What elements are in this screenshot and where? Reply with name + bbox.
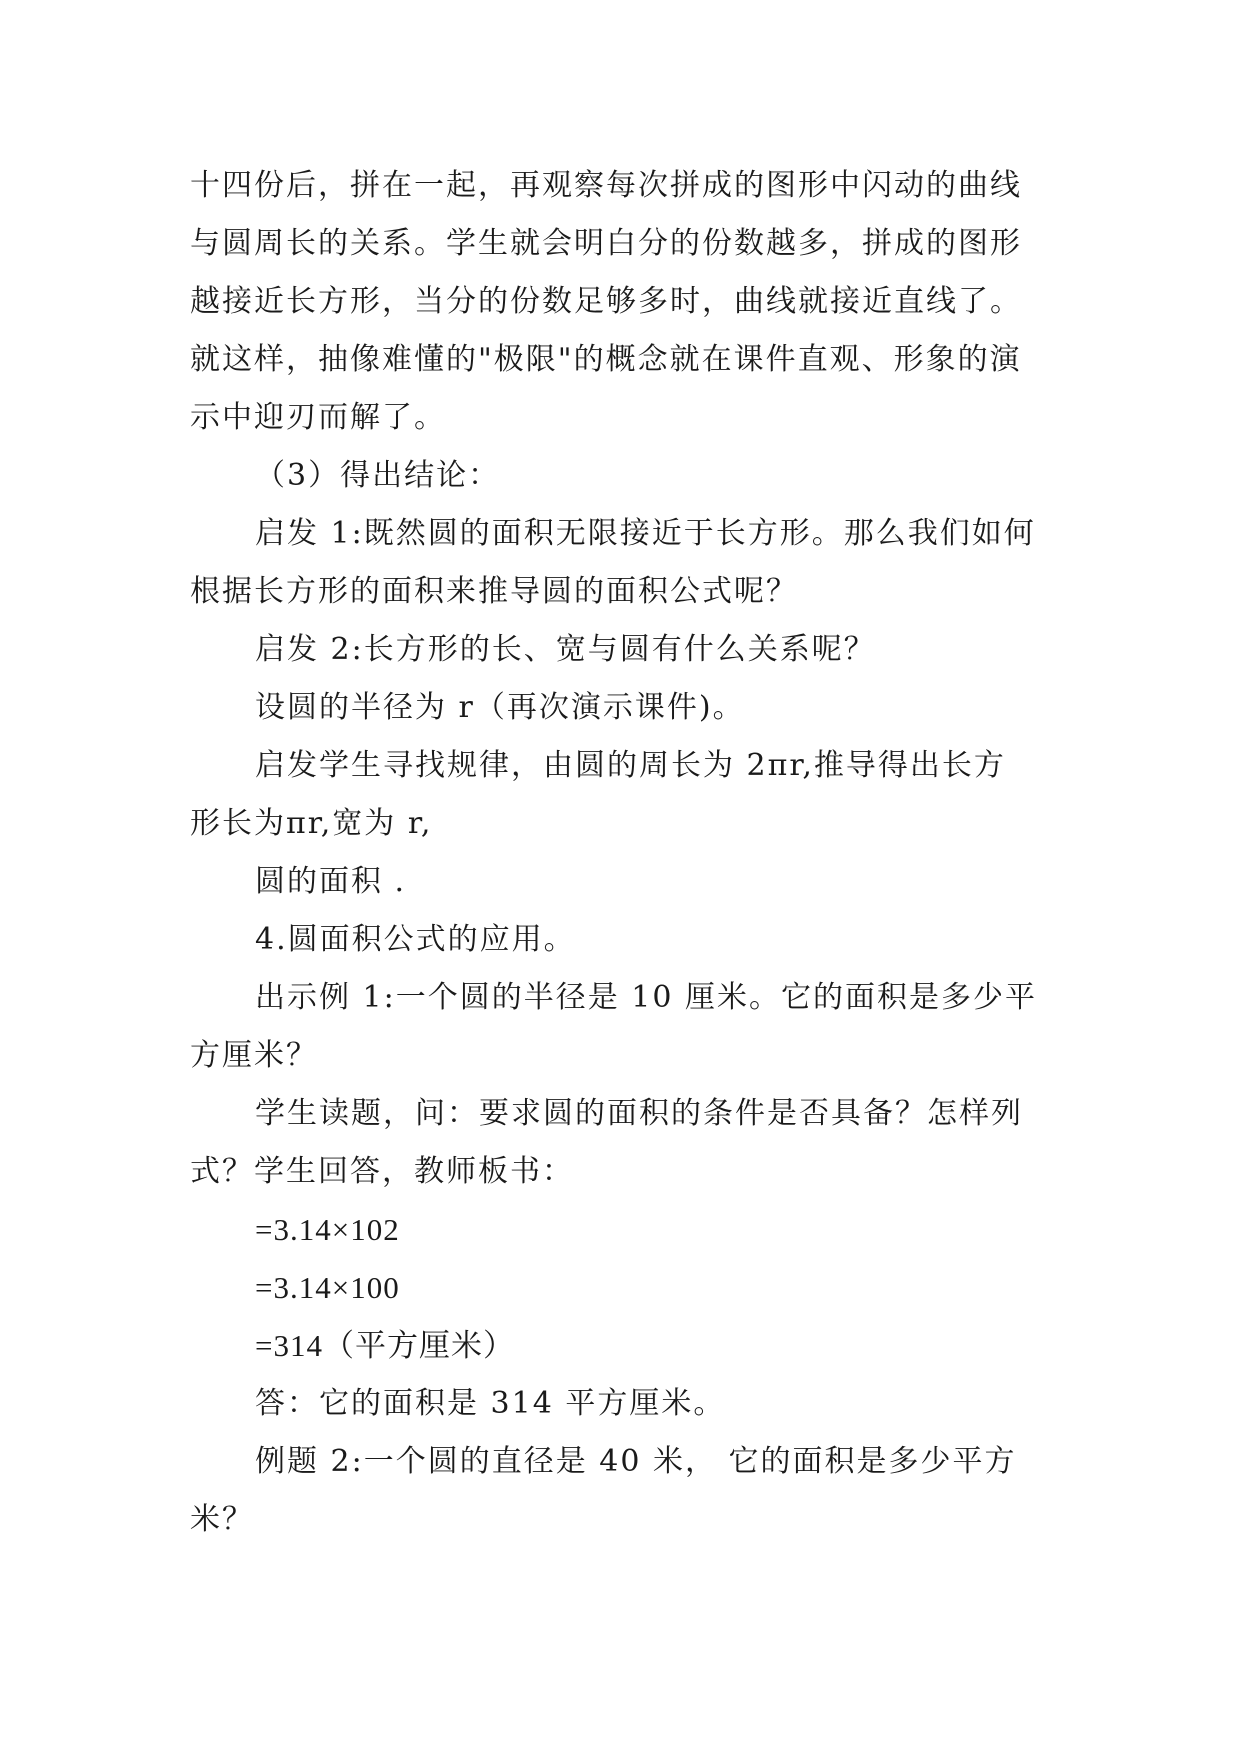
text-line: 圆的面积 . <box>255 864 407 899</box>
text-line: 根据长方形的面积来推导圆的面积公式呢？ <box>190 574 798 609</box>
section-heading: 4.圆面积公式的应用。 <box>255 922 576 957</box>
text-line: 答：它的面积是 314 平方厘米。 <box>255 1386 726 1421</box>
text-line: 启发学生寻找规律，由圆的周长为 2πr,推导得出长方 <box>255 748 1006 783</box>
section-heading: （3）得出结论： <box>255 458 501 493</box>
text-line: 例题 2:一个圆的直径是 40 米， 它的面积是多少平方 <box>255 1444 1017 1479</box>
text-line: 启发 1:既然圆的面积无限接近于长方形。那么我们如何 <box>255 516 1036 551</box>
text-line: 示中迎刃而解了。 <box>190 400 446 435</box>
text-line: 形长为πr,宽为 r, <box>190 806 433 841</box>
formula-line: =314（平方厘米） <box>255 1328 515 1363</box>
text-line: 十四份后，拼在一起，再观察每次拼成的图形中闪动的曲线 <box>190 168 1022 203</box>
formula-line: =3.14×102 <box>255 1212 400 1247</box>
formula-line: =3.14×100 <box>255 1270 400 1305</box>
text-line: 设圆的半径为 r（再次演示课件)。 <box>255 690 745 725</box>
text-line: 就这样，抽像难懂的"极限"的概念就在课件直观、形象的演 <box>190 342 1022 377</box>
text-line: 与圆周长的关系。学生就会明白分的份数越多，拼成的图形 <box>190 226 1022 261</box>
text-line: 越接近长方形，当分的份数足够多时，曲线就接近直线了。 <box>190 284 1022 319</box>
text-line: 启发 2:长方形的长、宽与圆有什么关系呢？ <box>255 632 876 667</box>
text-line: 方厘米？ <box>190 1038 318 1073</box>
text-line: 米？ <box>190 1502 254 1537</box>
text-line: 式？学生回答，教师板书： <box>190 1154 574 1189</box>
text-line: 学生读题，问：要求圆的面积的条件是否具备？怎样列 <box>255 1096 1023 1131</box>
text-line: 出示例 1:一个圆的半径是 10 厘米。它的面积是多少平 <box>255 980 1037 1015</box>
